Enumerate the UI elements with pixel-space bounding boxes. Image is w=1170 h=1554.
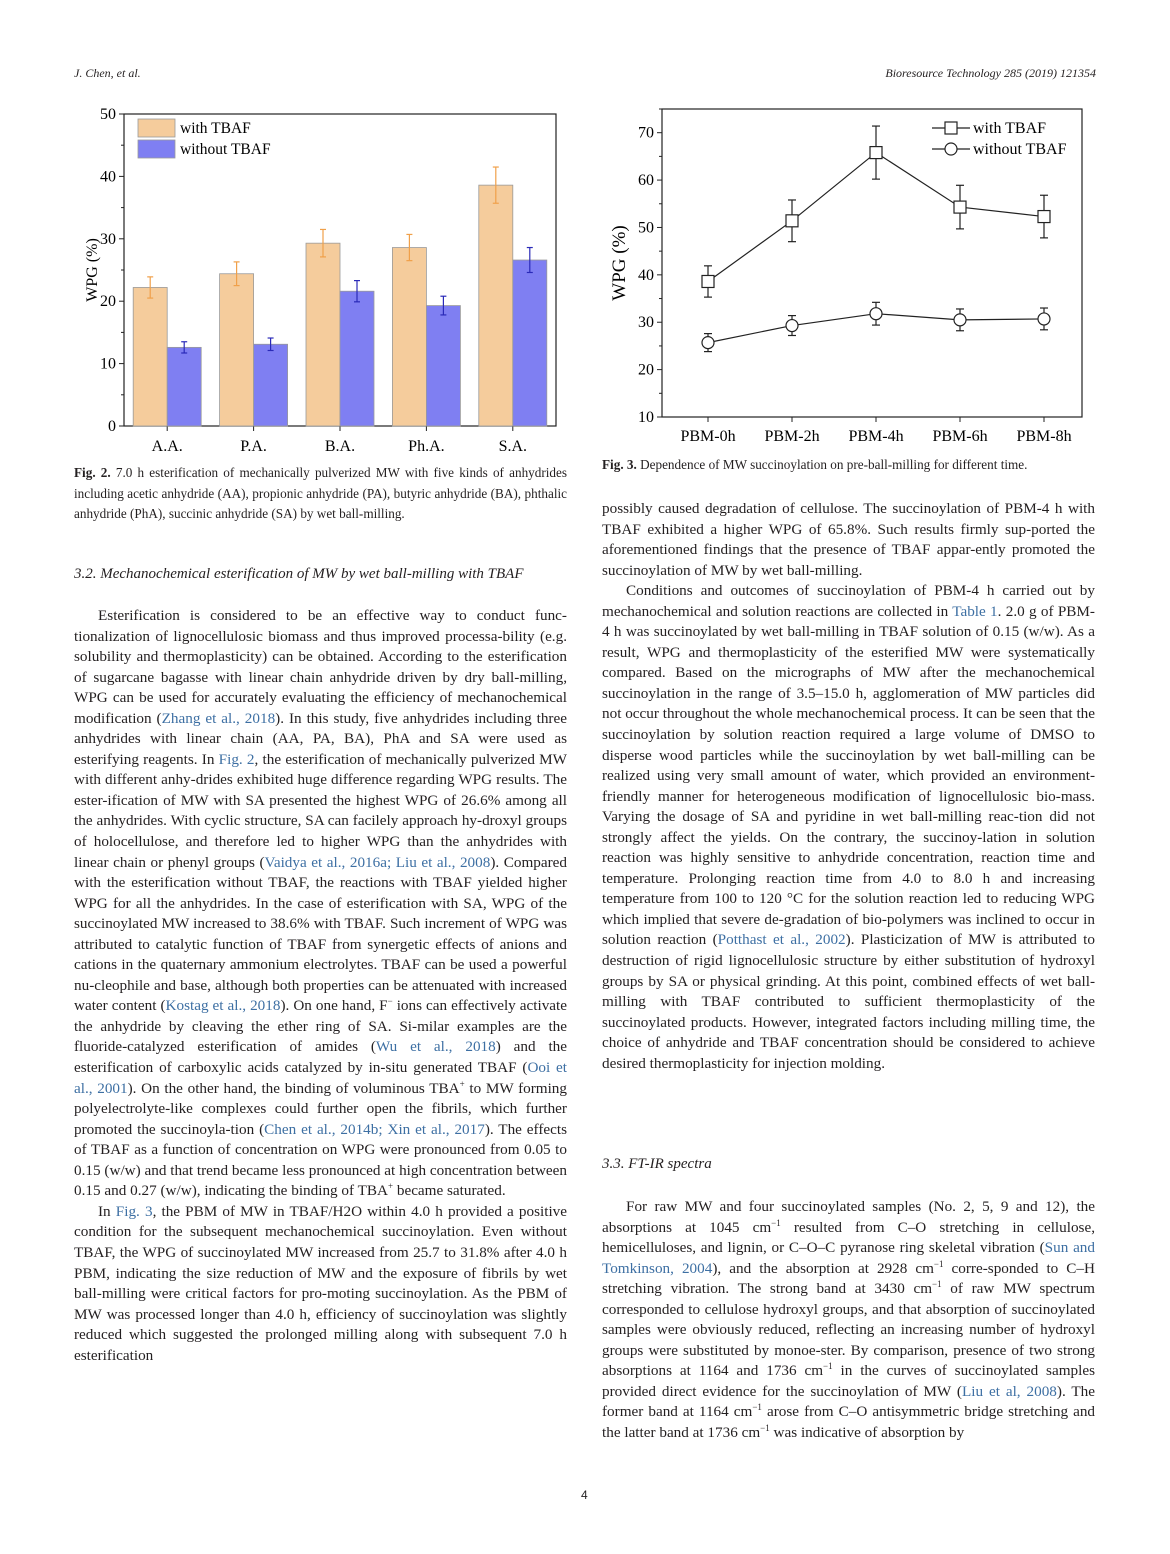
left-column-body: [74, 606, 567, 1366]
citation-link[interactable]: Zhang et al., 2018: [161, 709, 276, 727]
y-tick-label: 10: [638, 409, 654, 426]
y-tick-label: 20: [100, 293, 116, 311]
x-tick-label: PBM-6h: [932, 428, 988, 445]
circle-marker: [702, 337, 714, 349]
text: ). Plasticization of MW is attributed to destruction of rigid lignocellulosic structure by either substitution of hydroxyl groups by SA or physical grinding. At this point, combined effects of wet ball-milling with TBAF contributed to sufficient thermoplasticity of the succinoylated products. However, integrated factors including milling time, the choice of anhydride and TBAF concentration should be considered to achieve desired thermoplasticity for injection molding.: [602, 931, 1095, 1072]
square-marker: [870, 147, 882, 159]
right-column-body: [602, 499, 1095, 1074]
text: corre-sponded to C–H stretching vibration. The strong band at 3430 cm: [602, 1259, 1095, 1298]
bar: [133, 287, 167, 426]
bar: [513, 260, 547, 426]
text: resulted from C–O stretching in cellulose, hemicelluloses, and lignin, or C–O–C pyranose ring skeletal vibration (: [602, 1218, 1095, 1257]
text: , the PBM of MW in TBAF/H2O within 4.0 h provided a positive condition for the subsequent mechanochemical succinoylation. Even without TBAF, the WPG of succinoylated MW increased from 25.7 to 31.8% after 4.0 h PBM, indicating the size reduction of MW and the exposure of fibrils by wet ball-milling were critical factors for pro-moting succinoylation. As the PBM of MW was processed longer than 4.0 h, efficiency of succinoylation was slightly reduced which suggested the prolonged milling along with subsequent 7.0 h esterification: [74, 1202, 568, 1364]
superscript: −: [387, 996, 393, 1007]
circle-marker: [786, 320, 798, 332]
circle-marker: [870, 308, 882, 320]
figure-link[interactable]: Fig. 3: [115, 1202, 153, 1220]
ftir-body: [602, 1197, 1095, 1444]
text: ). On one hand, F: [280, 997, 388, 1015]
fig2-plot: [74, 100, 570, 460]
y-tick-label: 20: [638, 361, 654, 379]
text: to MW forming polyelectrolyte-like complexes could further open the fibrils, which further promoted the succinoyla-tion (: [74, 1079, 567, 1138]
text: ). In this study, five anhydrides including three anhydrides with linear chain (AA, PA, BA), PhA and SA were used as esterifying reagents. In: [74, 709, 567, 768]
x-tick-label: B.A.: [324, 438, 356, 455]
figure-3-line-chart: [598, 100, 1098, 452]
text: in the curves of succinoylated samples provided direct evidence for the succinoylation of MW (: [602, 1362, 1095, 1400]
text: ). The effects of TBAF as a function of concentration on WPG were pronounced from 0.05 to 0.15 (w/w) and that trend became less pronounced at high concentration between 0.15 and 0.27 (w/w), indicating the binding of TBA: [74, 1120, 567, 1200]
paragraph-conditions: [602, 581, 1095, 1074]
text: Conditions and outcomes of succinoylation of PBM-4 h carried out by mechanochemical and solution reactions are collected in: [602, 582, 1095, 620]
citation-link[interactable]: Vaidya et al., 2016a; Liu et al., 2008: [264, 853, 491, 871]
bar: [254, 344, 288, 426]
figure-link[interactable]: Fig. 2: [218, 750, 255, 768]
text: In: [98, 1202, 116, 1220]
x-tick-label: PBM-2h: [764, 428, 820, 445]
legend-swatch: [138, 119, 175, 137]
square-marker: [702, 275, 714, 287]
x-tick-label: PBM-8h: [1016, 428, 1072, 445]
bar: [479, 185, 513, 426]
bar: [306, 243, 340, 426]
page-number: 4: [581, 1488, 588, 1502]
citation-link[interactable]: Potthast et al., 2002: [717, 931, 846, 949]
citation-link[interactable]: Chen et al., 2014b; Xin et al., 2017: [264, 1120, 485, 1138]
text: ). On the other hand, the binding of voluminous TBA: [127, 1079, 460, 1097]
paragraph-pbm: [74, 1202, 567, 1366]
paragraph-continued: possibly caused degradation of cellulose. The succinoylation of PBM-4 h with TBAF exhibited a higher WPG of 65.8%. Such results firmly sup-ported the aforementioned findings that the presence of TBAF appar-ently promoted the succinoylation of MW by wet ball-milling.: [602, 500, 1095, 579]
x-tick-label: A.A.: [151, 438, 183, 455]
superscript: +: [459, 1078, 465, 1089]
y-tick-label: 30: [100, 230, 116, 248]
text: ) and the esterification of carboxylic acids catalyzed by in-situ generated TBAF (: [74, 1038, 568, 1077]
text: . 2.0 g of PBM-4 h was succinoylated by wet ball-milling in TBAF solution of 0.15 (w/w). As a result, WPG and thermoplasticity of the esterified MW were systematically compared. Based on the micrographs of MW after the mechanochemical succinoylation in the range of 3.5–15.0 h, agglomeration of MW particles did not occur throughout the whole mechanochemical process. It can be seen that the succinoylation by solution reaction required a large volume of DMSO to disperse wood particles while the succinoylation by wet ball-milling can be realized using very small amount of water, which provided an environment-friendly manner for heterogeneous modification of lignocellulosic bio-mass. Varying the dosage of SA and pyridine in wet ball-milling reac-tion did not strongly affect the yields. On the contrary, the succinoy-lation in solution reaction was highly sensitive to anhydride concentration, reaction time and temperature. Prolonging reaction time from 4.0 to 8.0 h and increasing temperature from 100 to 120 °C for the solution reaction led to reducing WPG which implied that severe de-gradation of bio-polymers was inclined to occur in solution reaction (: [602, 602, 1095, 949]
y-tick-label: 30: [638, 314, 654, 332]
legend-circle-icon: [945, 143, 957, 155]
text: ). The former band at 1164 cm: [602, 1382, 1095, 1421]
x-tick-label: PBM-4h: [848, 428, 904, 445]
y-tick-label: 70: [638, 124, 654, 142]
legend-label: without TBAF: [973, 141, 1067, 158]
x-tick-label: Ph.A.: [408, 438, 445, 455]
fig3-caption-text: Dependence of MW succinoylation on pre-ball-milling for different time.: [636, 457, 1028, 472]
y-axis-label: WPG (%): [609, 225, 630, 301]
text: , the esterification of mechanically pulverized MW with different anhy-drides exhibited huge difference regarding WPG results. The ester-ification of MW with SA presented the highest WPG of 26.6% among all the anhydrides. With cyclic structure, SA can facilely approach hy-droxyl groups of holocellulose, and therefore led to higher WPG than the anhydrides with linear chain or phenyl groups (: [74, 750, 568, 871]
paragraph-esterification: [74, 606, 567, 1202]
citation-link[interactable]: Sun and Tomkinson, 2004: [602, 1239, 1095, 1277]
fig3-plot: [598, 100, 1098, 452]
superscript: +: [387, 1181, 394, 1192]
y-tick-label: 10: [100, 355, 116, 373]
figure-2-bar-chart: [74, 100, 570, 460]
legend-label: with TBAF: [973, 120, 1047, 137]
y-tick-label: 60: [638, 172, 654, 190]
x-tick-label: PBM-0h: [680, 428, 736, 445]
citation-link[interactable]: Liu et al, 2008: [961, 1382, 1057, 1400]
citation-link[interactable]: Wu et al., 2018: [375, 1038, 496, 1056]
superscript: −1: [932, 1279, 942, 1290]
bar: [426, 306, 460, 426]
section-3-3-heading: 3.3. FT-IR spectra: [602, 1156, 712, 1172]
y-tick-label: 50: [638, 219, 654, 237]
y-axis-label: WPG (%): [84, 238, 101, 302]
y-tick-label: 0: [108, 418, 116, 435]
bar: [392, 248, 426, 426]
fig2-caption-label: Fig. 2.: [74, 465, 111, 480]
y-tick-label: 50: [100, 106, 116, 123]
citation-link[interactable]: Ooi et al., 2001: [74, 1059, 568, 1097]
table-link[interactable]: Table 1: [952, 602, 998, 620]
text: ions can effectively activate the anhydride by cleaving the ether ring of SA. Si-milar examples are the fluoride-catalyzed esterification of amides (: [74, 997, 567, 1056]
y-tick-label: 40: [100, 168, 116, 186]
circle-marker: [1038, 313, 1050, 325]
bar: [167, 347, 201, 426]
text: was indicative of absorption by: [769, 1424, 965, 1442]
superscript: −1: [771, 1217, 781, 1228]
figure-2-caption: [74, 463, 567, 525]
text: became saturated.: [393, 1182, 506, 1200]
paragraph-ftir: [602, 1197, 1095, 1444]
legend-label: with TBAF: [180, 120, 251, 137]
bar: [340, 291, 374, 426]
square-marker: [1038, 211, 1050, 223]
superscript: −1: [933, 1258, 944, 1269]
running-head-journal: Bioresource Technology 285 (2019) 121354: [885, 66, 1096, 80]
text: ), and the absorption at 2928 cm: [712, 1259, 934, 1277]
x-tick-label: P.A.: [240, 438, 267, 455]
circle-marker: [954, 314, 966, 326]
square-marker: [786, 215, 798, 227]
text: arose from C–O antisymmetric bridge stretching and the latter band at 1736 cm: [602, 1403, 1096, 1442]
text: Esterification is considered to be an effective way to conduct func-tionalization of lignocellulosic biomass and thus improved processa-bility (e.g. solubility and thermoplasticity) can be obtained. According to the esterification of sugarcane bagasse with linear chain anhydride driven by dry ball-milling, WPG can be used for accurately evaluating the efficiency of mechanochemical modification (: [74, 607, 567, 727]
fig2-caption-text: 7.0 h esterification of mechanically pulverized MW with five kinds of anhydrides including acetic anhydride (AA), propionic anhydride (PA), butyric anhydride (BA), phthalic anhydride (PhA), succinic anhydride (SA) by wet ball-milling.: [74, 465, 567, 522]
superscript: −1: [752, 1402, 762, 1413]
x-tick-label: S.A.: [498, 438, 528, 455]
legend-label: without TBAF: [180, 141, 271, 158]
superscript: −1: [823, 1361, 833, 1372]
text: ). Compared with the esterification without TBAF, the reactions with TBAF yielded higher WPG for all the anhydrides. In the case of esterification with SA, WPG of the succinoylated MW increased to 38.6% with TBAF. Such increment of WPG was attributed to catalytic function of TBAF from synergetic effects of anions and cations in the quaternary ammonium electrolytes. TBAF can be used a powerful nu-cleophile and base, although both properties can be attenuated with increased water content (: [74, 853, 567, 1015]
y-tick-label: 40: [638, 266, 654, 284]
superscript: −1: [760, 1423, 770, 1434]
citation-link[interactable]: Kostag et al., 2018: [165, 997, 281, 1015]
legend-swatch: [138, 140, 175, 158]
text: For raw MW and four succinoylated samples (No. 2, 5, 9 and 12), the absorptions at 1045 cm: [602, 1198, 1095, 1236]
text: of raw MW spectrum corresponded to cellulose hydroxyl groups, and that absorption of succinoylated samples were obviously reduced, reflecting an increasing number of hydroxyl groups were substituted by monoe-ster. By comparison, presence of two strong absorptions at 1164 and 1736 cm: [602, 1280, 1095, 1380]
square-marker: [954, 201, 966, 213]
fig3-caption-label: Fig. 3.: [602, 457, 637, 472]
bar: [220, 274, 254, 426]
section-3-2-heading: 3.2. Mechanochemical esterification of MW by wet ball-milling with TBAF: [74, 566, 524, 582]
running-head-authors: J. Chen, et al.: [74, 66, 141, 80]
legend-square-icon: [945, 122, 957, 134]
figure-3-caption: [602, 455, 1096, 476]
